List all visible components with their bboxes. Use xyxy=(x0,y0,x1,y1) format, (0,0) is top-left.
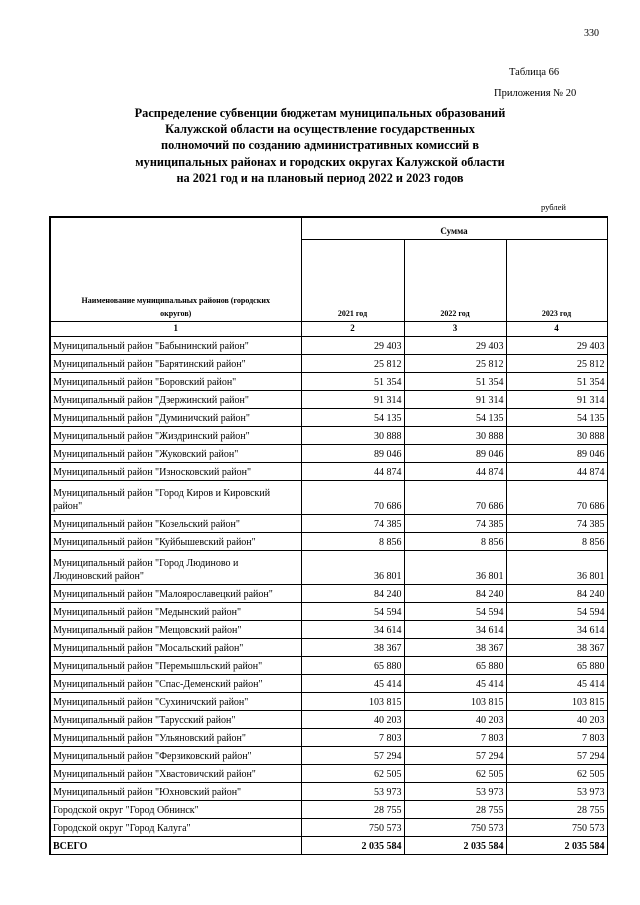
amount-2021: 54 135 xyxy=(301,408,404,426)
amount-2021: 57 294 xyxy=(301,746,404,764)
total-2023: 2 035 584 xyxy=(506,836,607,854)
table-row xyxy=(50,550,607,584)
district-name: Муниципальный район "Юхновский район" xyxy=(50,782,301,800)
amount-2022: 54 135 xyxy=(404,408,506,426)
district-name: Муниципальный район "Медынский район" xyxy=(50,602,301,620)
table-row xyxy=(50,532,607,550)
total-2021: 2 035 584 xyxy=(301,836,404,854)
amount-2023: 103 815 xyxy=(506,692,607,710)
title-line: полномочий по созданию административных комиссий в xyxy=(161,138,479,153)
amount-2022: 30 888 xyxy=(404,426,506,444)
amount-2022: 53 973 xyxy=(404,782,506,800)
amount-2021: 65 880 xyxy=(301,656,404,674)
table-row xyxy=(50,746,607,764)
amount-2022: 29 403 xyxy=(404,336,506,354)
amount-2021: 74 385 xyxy=(301,514,404,532)
district-name: Муниципальный район "Ульяновский район" xyxy=(50,728,301,746)
table-row xyxy=(50,372,607,390)
amount-2023: 54 135 xyxy=(506,408,607,426)
table-row xyxy=(50,354,607,372)
title-line: на 2021 год и на плановый период 2022 и 2023 годов xyxy=(176,170,464,185)
column-index: 4 xyxy=(506,321,607,336)
amount-2023: 54 594 xyxy=(506,602,607,620)
amount-2023: 45 414 xyxy=(506,674,607,692)
total-2022: 2 035 584 xyxy=(404,836,506,854)
amount-2022: 36 801 xyxy=(404,550,506,584)
amount-2022: 84 240 xyxy=(404,584,506,602)
amount-2023: 53 973 xyxy=(506,782,607,800)
amount-2023: 8 856 xyxy=(506,532,607,550)
district-name: Городской округ "Город Калуга" xyxy=(50,818,301,836)
amount-2021: 34 614 xyxy=(301,620,404,638)
table-row xyxy=(50,336,607,354)
subvention-table xyxy=(49,216,608,855)
amount-2022: 103 815 xyxy=(404,692,506,710)
table-row xyxy=(50,728,607,746)
table-row xyxy=(50,782,607,800)
district-name: Муниципальный район "Козельский район" xyxy=(50,514,301,532)
district-name: Муниципальный район "Перемышльский район" xyxy=(50,656,301,674)
table-row xyxy=(50,602,607,620)
district-name: Городской округ "Город Обнинск" xyxy=(50,800,301,818)
amount-2022: 51 354 xyxy=(404,372,506,390)
amount-2023: 44 874 xyxy=(506,462,607,480)
amount-2023: 28 755 xyxy=(506,800,607,818)
amount-2022: 40 203 xyxy=(404,710,506,728)
amount-2022: 54 594 xyxy=(404,602,506,620)
amount-2022: 70 686 xyxy=(404,480,506,514)
units-label: рублей xyxy=(541,202,566,212)
amount-2023: 7 803 xyxy=(506,728,607,746)
table-row xyxy=(50,620,607,638)
amount-2023: 40 203 xyxy=(506,710,607,728)
title-line: Калужской области на осуществление государственных xyxy=(165,122,475,137)
year-header-2022: 2022 год xyxy=(404,239,506,321)
page-number: 330 xyxy=(584,28,599,39)
amount-2023: 62 505 xyxy=(506,764,607,782)
amount-2021: 29 403 xyxy=(301,336,404,354)
amount-2022: 89 046 xyxy=(404,444,506,462)
amount-2022: 74 385 xyxy=(404,514,506,532)
district-name: Муниципальный район "Боровский район" xyxy=(50,372,301,390)
table-row xyxy=(50,764,607,782)
amount-2023: 51 354 xyxy=(506,372,607,390)
table-label: Таблица 66 xyxy=(509,67,560,78)
amount-2021: 70 686 xyxy=(301,480,404,514)
amount-2021: 54 594 xyxy=(301,602,404,620)
district-name: Муниципальный район "Думиничский район" xyxy=(50,408,301,426)
amount-2022: 25 812 xyxy=(404,354,506,372)
district-name: Муниципальный район "Мосальский район" xyxy=(50,638,301,656)
amount-2022: 91 314 xyxy=(404,390,506,408)
district-name: Муниципальный район "Барятинский район" xyxy=(50,354,301,372)
district-name: Муниципальный район "Мещовский район" xyxy=(50,620,301,638)
amount-2022: 65 880 xyxy=(404,656,506,674)
title-line: Распределение субвенции бюджетам муниципальных образований xyxy=(134,106,506,120)
table-row xyxy=(50,480,607,514)
amount-2023: 29 403 xyxy=(506,336,607,354)
district-name: Муниципальный район "Жуковский район" xyxy=(50,444,301,462)
district-name: Муниципальный район "Дзержинский район" xyxy=(50,390,301,408)
table-row xyxy=(50,710,607,728)
amount-2022: 28 755 xyxy=(404,800,506,818)
table-row xyxy=(50,638,607,656)
column-index: 2 xyxy=(301,321,404,336)
amount-2022: 62 505 xyxy=(404,764,506,782)
amount-2021: 91 314 xyxy=(301,390,404,408)
amount-2023: 57 294 xyxy=(506,746,607,764)
district-name: Муниципальный район "Жиздринский район" xyxy=(50,426,301,444)
district-name: Муниципальный район "Тарусский район" xyxy=(50,710,301,728)
table-row xyxy=(50,584,607,602)
district-name: Муниципальный район "Износковский район" xyxy=(50,462,301,480)
table-row xyxy=(50,462,607,480)
amount-2023: 84 240 xyxy=(506,584,607,602)
document-title xyxy=(70,105,570,186)
district-name: Муниципальный район "Малоярославецкий район" xyxy=(50,584,301,602)
amount-2021: 40 203 xyxy=(301,710,404,728)
amount-2023: 89 046 xyxy=(506,444,607,462)
table-row xyxy=(50,818,607,836)
amount-2021: 45 414 xyxy=(301,674,404,692)
amount-2023: 30 888 xyxy=(506,426,607,444)
amount-2021: 84 240 xyxy=(301,584,404,602)
amount-2021: 51 354 xyxy=(301,372,404,390)
table-row xyxy=(50,408,607,426)
district-name: Муниципальный район "Хвастовичский район" xyxy=(50,764,301,782)
district-name: Муниципальный район "Город Людиново и Людиновский район" xyxy=(50,550,301,584)
amount-2023: 34 614 xyxy=(506,620,607,638)
year-header-2021: 2021 год xyxy=(301,239,404,321)
amount-2021: 36 801 xyxy=(301,550,404,584)
amount-2023: 74 385 xyxy=(506,514,607,532)
table-row xyxy=(50,390,607,408)
amount-2023: 70 686 xyxy=(506,480,607,514)
table-row xyxy=(50,656,607,674)
appendix-label: Приложения № 20 xyxy=(494,88,577,99)
amount-2023: 65 880 xyxy=(506,656,607,674)
amount-2022: 8 856 xyxy=(404,532,506,550)
amount-2023: 25 812 xyxy=(506,354,607,372)
amount-2022: 750 573 xyxy=(404,818,506,836)
title-line: муниципальных районах и городских округах Калужской области xyxy=(135,154,505,169)
table-row xyxy=(50,800,607,818)
amount-2023: 750 573 xyxy=(506,818,607,836)
amount-2022: 38 367 xyxy=(404,638,506,656)
amount-2022: 45 414 xyxy=(404,674,506,692)
table-row xyxy=(50,674,607,692)
table-row xyxy=(50,426,607,444)
amount-2021: 30 888 xyxy=(301,426,404,444)
table-row xyxy=(50,514,607,532)
amount-2021: 7 803 xyxy=(301,728,404,746)
amount-2023: 91 314 xyxy=(506,390,607,408)
col-name-header: Наименование муниципальных районов (городских округов) xyxy=(50,217,301,321)
amount-2022: 34 614 xyxy=(404,620,506,638)
amount-2023: 38 367 xyxy=(506,638,607,656)
district-name: Муниципальный район "Город Киров и Кировский район" xyxy=(50,480,301,514)
amount-2021: 38 367 xyxy=(301,638,404,656)
total-label: ВСЕГО xyxy=(50,836,301,854)
sum-header: Сумма xyxy=(301,217,607,239)
column-index: 3 xyxy=(404,321,506,336)
amount-2023: 36 801 xyxy=(506,550,607,584)
district-name: Муниципальный район "Сухиничский район" xyxy=(50,692,301,710)
column-index: 1 xyxy=(50,321,301,336)
amount-2021: 8 856 xyxy=(301,532,404,550)
district-name: Муниципальный район "Спас-Деменский район" xyxy=(50,674,301,692)
district-name: Муниципальный район "Ферзиковский район" xyxy=(50,746,301,764)
table-row xyxy=(50,692,607,710)
amount-2021: 28 755 xyxy=(301,800,404,818)
amount-2022: 7 803 xyxy=(404,728,506,746)
table-row xyxy=(50,444,607,462)
amount-2021: 89 046 xyxy=(301,444,404,462)
amount-2022: 44 874 xyxy=(404,462,506,480)
amount-2021: 103 815 xyxy=(301,692,404,710)
amount-2021: 53 973 xyxy=(301,782,404,800)
year-header-2023: 2023 год xyxy=(506,239,607,321)
district-name: Муниципальный район "Бабынинский район" xyxy=(50,336,301,354)
amount-2021: 62 505 xyxy=(301,764,404,782)
total-row xyxy=(50,836,607,854)
amount-2021: 44 874 xyxy=(301,462,404,480)
amount-2021: 750 573 xyxy=(301,818,404,836)
amount-2022: 57 294 xyxy=(404,746,506,764)
district-name: Муниципальный район "Куйбышевский район" xyxy=(50,532,301,550)
amount-2021: 25 812 xyxy=(301,354,404,372)
